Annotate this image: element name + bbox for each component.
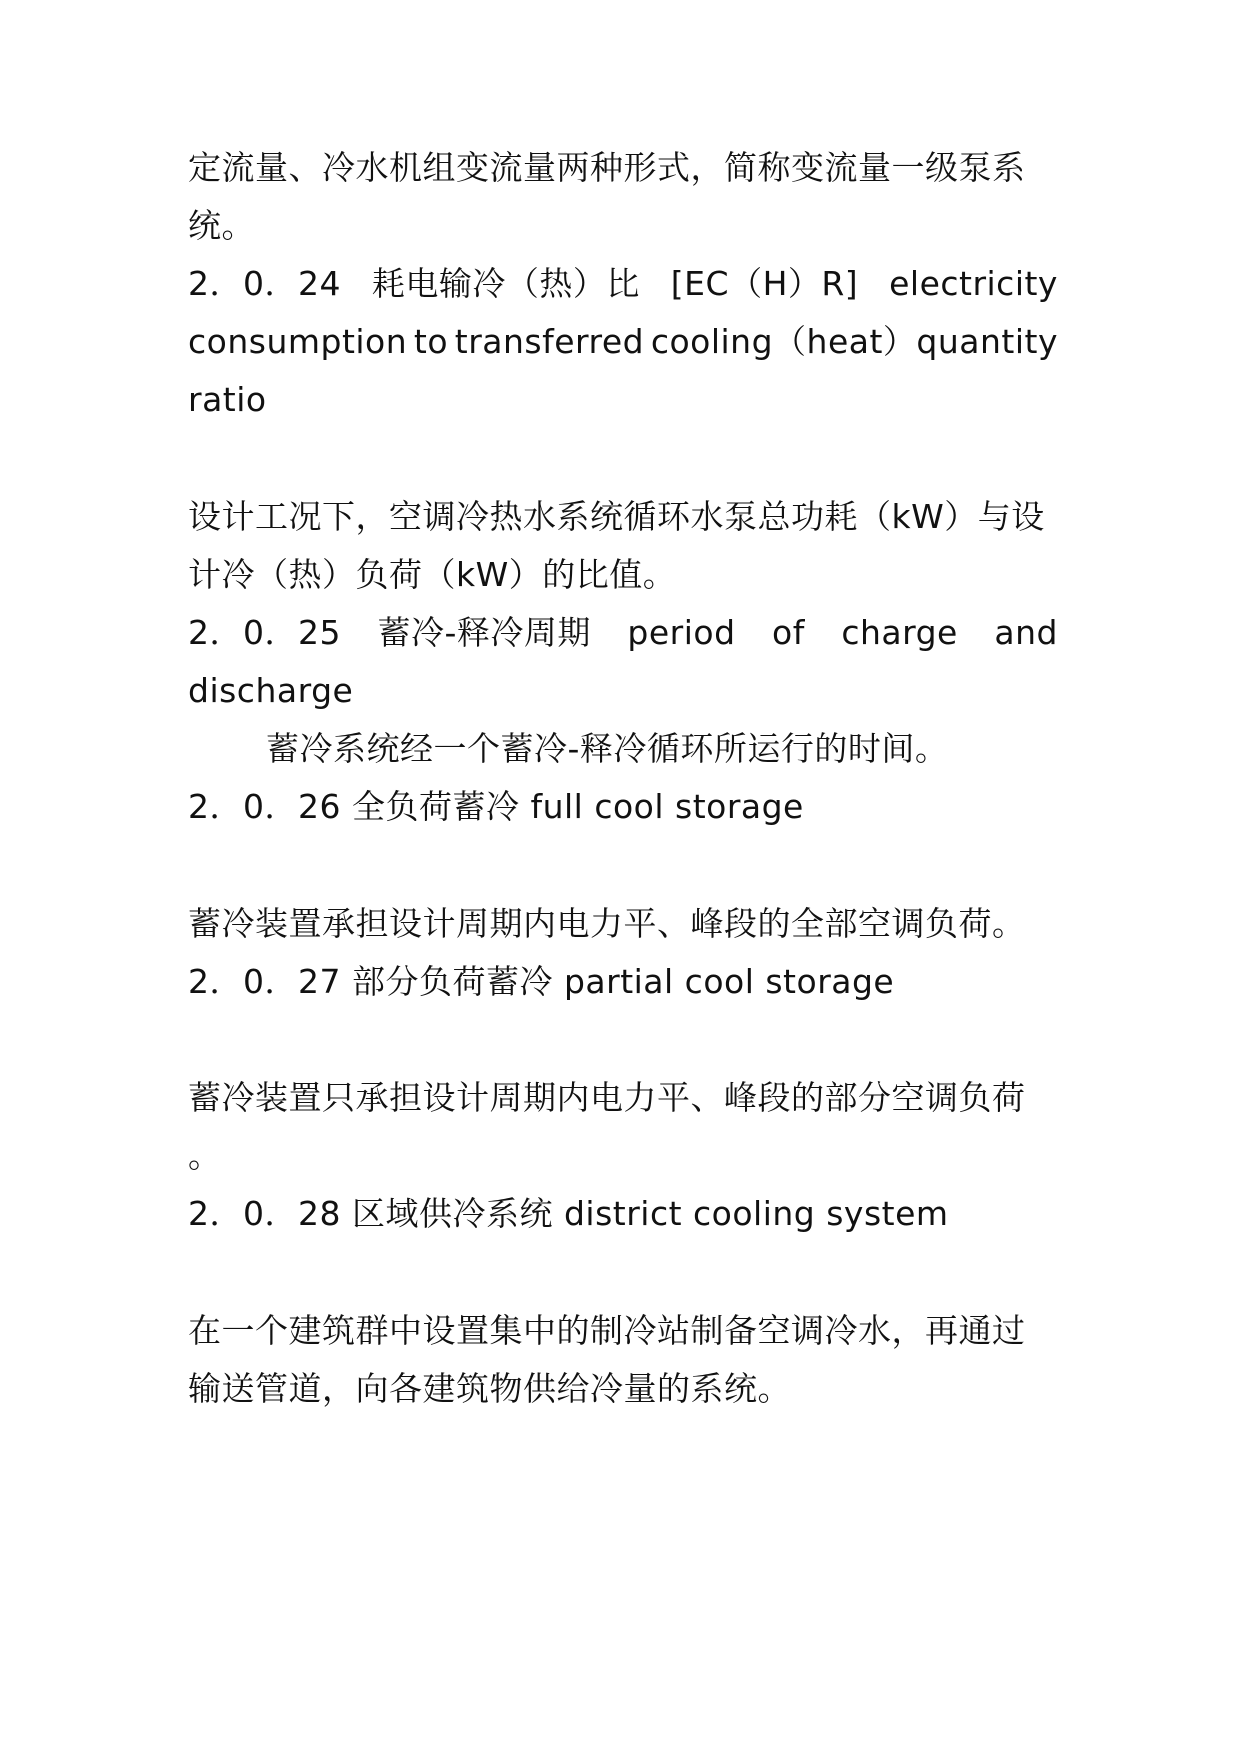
- term-heading-2-0-25: [188, 613, 1058, 653]
- definition-line: 设计工况下，空调冷热水系统循环水泵总功耗（kW）与设: [188, 497, 1045, 536]
- definition-line: 蓄冷系统经一个蓄冷-释冷循环所运行的时间。: [266, 729, 949, 768]
- term-english-word: and: [994, 613, 1058, 652]
- term-english-word: consumption: [188, 322, 408, 361]
- term-chinese: 耗电输冷（热）比: [371, 264, 640, 303]
- term-english-word: transferred: [454, 322, 645, 361]
- term-heading-continuation: discharge: [188, 671, 354, 710]
- term-chinese: 蓄冷-释冷周期: [377, 613, 591, 652]
- definition-line: 蓄冷装置只承担设计周期内电力平、峰段的部分空调负荷: [188, 1078, 1026, 1117]
- term-heading-2-0-27: 2．0．27 部分负荷蓄冷 partial cool storage: [188, 962, 895, 1001]
- paragraph-line: 定流量、冷水机组变流量两种形式，简称变流量一级泵系: [188, 148, 1026, 187]
- term-english-word: of: [772, 613, 805, 652]
- definition-line: 蓄冷装置承担设计周期内电力平、峰段的全部空调负荷。: [188, 904, 1026, 943]
- term-number: 2．0．25: [188, 613, 341, 652]
- term-english-word: cooling（heat）quantity: [650, 322, 1058, 361]
- definition-line: 计冷（热）负荷（kW）的比值。: [188, 555, 677, 594]
- term-heading-continuation: ratio: [188, 380, 267, 419]
- term-english-word: period: [627, 613, 736, 652]
- definition-line: 输送管道，向各建筑物供给冷量的系统。: [188, 1369, 791, 1408]
- term-heading-continuation: [188, 322, 1058, 362]
- definition-line: 。: [188, 1136, 222, 1175]
- paragraph-line: 统。: [188, 206, 255, 245]
- definition-line: 在一个建筑群中设置集中的制冷站制备空调冷水，再通过: [188, 1311, 1026, 1350]
- term-heading-2-0-26: 2．0．26 全负荷蓄冷 full cool storage: [188, 787, 804, 826]
- term-english-word: to: [413, 322, 449, 361]
- term-heading-2-0-24: [188, 264, 1058, 304]
- term-english-word: charge: [841, 613, 958, 652]
- term-number: 2．0．24: [188, 264, 341, 303]
- term-english: electricity: [889, 264, 1058, 303]
- term-heading-2-0-28: 2．0．28 区域供冷系统 district cooling system: [188, 1194, 949, 1233]
- term-abbreviation: [EC（H）R]: [670, 264, 859, 303]
